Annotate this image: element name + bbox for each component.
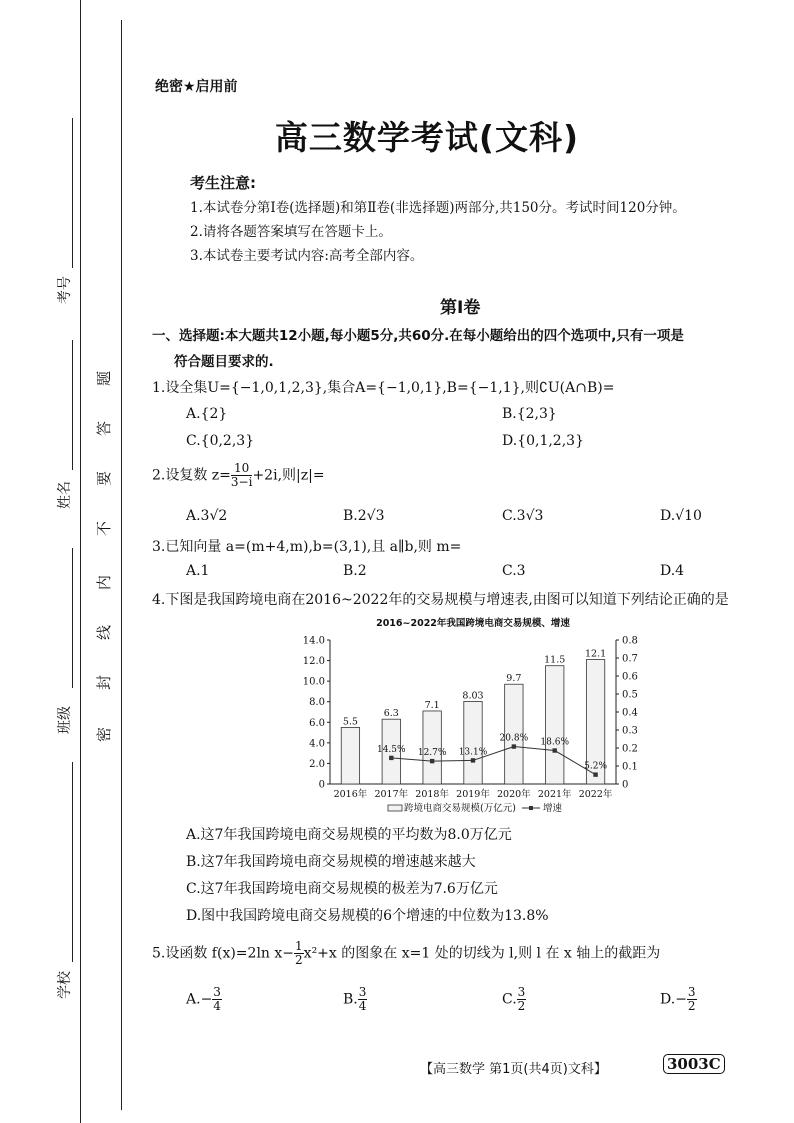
y-tick-label-right: 0.1	[622, 761, 638, 773]
growth-data-label: 5.2%	[584, 761, 608, 772]
q5-half-fraction	[294, 940, 304, 967]
q3-option-b[interactable]: B.2	[343, 563, 367, 579]
bar-data-label: 12.1	[584, 648, 607, 660]
bar-data-label: 5.5	[342, 716, 358, 728]
seal-char: 线	[95, 624, 114, 641]
y-tick-label-left: 4.0	[309, 738, 325, 750]
q5-d-den: 2	[687, 999, 696, 1013]
growth-point	[471, 758, 475, 762]
q5-option-d[interactable]	[660, 986, 697, 1013]
q5-stem-a: 5.设函数 f(x)=2ln x−	[152, 945, 295, 962]
y-tick-label-left: 14.0	[302, 635, 325, 647]
q5-a-num: 3	[213, 985, 221, 999]
q1-option-d[interactable]: D.{0,1,2,3}	[502, 433, 584, 449]
seal-char: 内	[95, 574, 114, 591]
bar-data-label: 7.1	[424, 699, 440, 711]
q5-c-den: 2	[517, 999, 526, 1013]
y-tick-label-right: 0.7	[622, 653, 638, 665]
x-tick-label: 2022年	[578, 789, 613, 800]
bar	[464, 701, 482, 784]
field-line-banji[interactable]	[72, 548, 73, 688]
q2-option-d[interactable]: D.√10	[660, 508, 702, 524]
legend-bar-swatch	[388, 805, 402, 811]
seal-char: 答	[95, 420, 114, 437]
seal-char: 密	[95, 726, 114, 743]
q1-option-b[interactable]: B.{2,3}	[502, 406, 557, 422]
q5-a-fraction	[212, 986, 222, 1013]
q5-c-label: C.	[502, 991, 517, 1008]
q5-option-a[interactable]	[186, 986, 222, 1013]
margin-line-left	[80, 0, 81, 1123]
q5-b-den: 4	[358, 999, 367, 1013]
q2-fraction	[231, 462, 253, 489]
margin-line-right	[121, 20, 122, 1110]
question-5-stem	[152, 940, 660, 967]
q4-option-a[interactable]: A.这7年我国跨境电商交易规模的平均数为8.0万亿元	[186, 827, 512, 843]
y-tick-label-right: 0.6	[622, 671, 638, 683]
q1-option-a[interactable]: A.{2}	[186, 406, 228, 422]
growth-data-label: 13.1%	[458, 747, 488, 758]
field-line-xuexiao[interactable]	[72, 762, 73, 962]
field-line-xingming[interactable]	[72, 340, 73, 470]
q3-option-a[interactable]: A.1	[186, 563, 210, 579]
field-label-xingming: 姓名	[57, 481, 73, 509]
section-intro: 一、选择题:本大题共12小题,每小题5分,共60分.在每小题给出的四个选项中,只有一项是	[152, 328, 684, 344]
seal-char: 要	[95, 470, 114, 487]
chart-title: 2016~2022年我国跨境电商交易规模、增速	[376, 618, 570, 629]
seal-char: 不	[95, 520, 114, 537]
x-tick-label: 2018年	[415, 789, 449, 800]
field-label-kaohao: 考号	[57, 276, 73, 304]
q5-b-num: 3	[358, 985, 367, 999]
growth-point	[389, 756, 393, 760]
q5-c-num: 3	[517, 985, 526, 999]
footer-page-info: 【高三数学 第1页(共4页)文科】	[420, 1062, 607, 1077]
q3-option-c[interactable]: C.3	[502, 563, 526, 579]
section-intro: 符合题目要求的.	[174, 354, 274, 370]
x-tick-label: 2017年	[374, 789, 409, 800]
y-tick-label-right: 0.3	[622, 725, 638, 737]
growth-point	[430, 759, 434, 763]
bar-data-label: 6.3	[383, 708, 399, 720]
y-tick-label-left: 8.0	[309, 697, 325, 709]
bar-data-label: 8.03	[462, 690, 484, 702]
y-tick-label-right: 0.2	[622, 743, 638, 755]
q5-b-label: B.	[343, 991, 358, 1008]
footer-code: 3003C	[663, 1054, 725, 1074]
q5-a-label: A.	[186, 991, 201, 1008]
q5-option-c[interactable]	[502, 986, 526, 1013]
seal-char: 题	[95, 370, 114, 387]
q5-half-num: 1	[295, 939, 303, 953]
y-tick-label-left: 10.0	[302, 676, 325, 688]
field-label-banji: 班级	[57, 706, 73, 734]
bar-data-label: 11.5	[544, 654, 566, 666]
y-tick-label-left: 6.0	[309, 717, 325, 729]
notice-item: 1.本试卷分第Ⅰ卷(选择题)和第Ⅱ卷(非选择题)两部分,共150分。考试时间120分钟。	[190, 200, 686, 216]
q2-option-a[interactable]: A.3√2	[186, 508, 228, 524]
q2-frac-den: 3−i	[230, 475, 253, 489]
q5-b-fraction	[358, 986, 368, 1013]
question-2-stem	[152, 462, 325, 489]
q5-a-sign: −	[200, 991, 213, 1008]
growth-data-label: 14.5%	[376, 744, 406, 755]
q4-option-d[interactable]: D.图中我国跨境电商交易规模的6个增速的中位数为13.8%	[186, 908, 549, 924]
q2-stem-pre: 2.设复数 z=	[152, 467, 231, 484]
q5-d-sign: −	[675, 991, 687, 1008]
q3-option-d[interactable]: D.4	[660, 563, 685, 579]
notice-item: 3.本试卷主要考试内容:高考全部内容。	[190, 248, 424, 264]
chart	[296, 612, 646, 822]
y-tick-label-right: 0.5	[622, 689, 638, 701]
secret-label: 绝密★启用前	[155, 79, 238, 95]
growth-data-label: 20.8%	[499, 733, 529, 744]
q2-option-b[interactable]: B.2√3	[343, 508, 385, 524]
q5-c-fraction	[517, 986, 527, 1013]
q4-option-c[interactable]: C.这7年我国跨境电商交易规模的极差为7.6万亿元	[186, 881, 498, 897]
growth-point	[512, 744, 516, 748]
question-4-stem: 4.下图是我国跨境电商在2016~2022年的交易规模与增速表,由图可以知道下列结论正确的是	[152, 592, 729, 608]
y-tick-label-right: 0	[622, 779, 629, 791]
q5-stem-b: x²+x 的图象在 x=1 处的切线为 l,则 l 在 x 轴上的截距为	[303, 945, 661, 962]
q5-a-den: 4	[213, 999, 221, 1013]
growth-data-label: 18.6%	[540, 737, 570, 748]
question-3-stem: 3.已知向量 a=(m+4,m),b=(3,1),且 a∥b,则 m=	[152, 539, 462, 555]
bar	[341, 727, 359, 784]
q2-stem-post: +2i,则|z|=	[252, 467, 325, 484]
x-tick-label: 2019年	[456, 789, 490, 800]
q1-option-c[interactable]: C.{0,2,3}	[186, 433, 255, 449]
y-tick-label-left: 2.0	[309, 758, 325, 770]
section-title: 第Ⅰ卷	[440, 298, 481, 318]
q5-half-den: 2	[295, 953, 303, 967]
y-tick-label-right: 0.8	[622, 635, 638, 647]
legend-line-marker	[529, 806, 533, 810]
notice-heading: 考生注意:	[190, 174, 256, 192]
q5-d-label: D.	[660, 991, 676, 1008]
y-tick-label-left: 0	[318, 779, 325, 791]
growth-point	[593, 772, 597, 776]
y-tick-label-left: 12.0	[302, 656, 325, 668]
bar	[546, 666, 564, 784]
q5-d-num: 3	[687, 985, 696, 999]
notice-item: 2.请将各题答案填写在答题卡上。	[190, 224, 392, 240]
x-tick-label: 2021年	[537, 789, 572, 800]
q4-option-b[interactable]: B.这7年我国跨境电商交易规模的增速越来越大	[186, 854, 476, 870]
growth-point	[553, 748, 557, 752]
field-label-xuexiao: 学校	[57, 971, 73, 999]
q5-d-fraction	[687, 986, 697, 1013]
y-tick-label-right: 0.4	[622, 707, 638, 719]
q2-option-c[interactable]: C.3√3	[502, 508, 544, 524]
legend-line-label: 增速	[543, 803, 563, 814]
x-tick-label: 2020年	[497, 789, 531, 800]
page-title: 高三数学考试(文科)	[274, 118, 580, 157]
q5-option-b[interactable]	[343, 986, 367, 1013]
seal-char: 封	[95, 674, 114, 691]
q2-frac-num: 10	[231, 462, 253, 476]
question-1-stem: 1.设全集U={−1,0,1,2,3},集合A={−1,0,1},B={−1,1},则∁U(A∩B)=	[152, 380, 615, 396]
x-tick-label: 2016年	[333, 789, 368, 800]
legend-bar-label: 跨境电商交易规模(万亿元)	[404, 803, 516, 814]
bar-data-label: 9.7	[506, 673, 522, 685]
growth-data-label: 12.7%	[417, 748, 447, 759]
